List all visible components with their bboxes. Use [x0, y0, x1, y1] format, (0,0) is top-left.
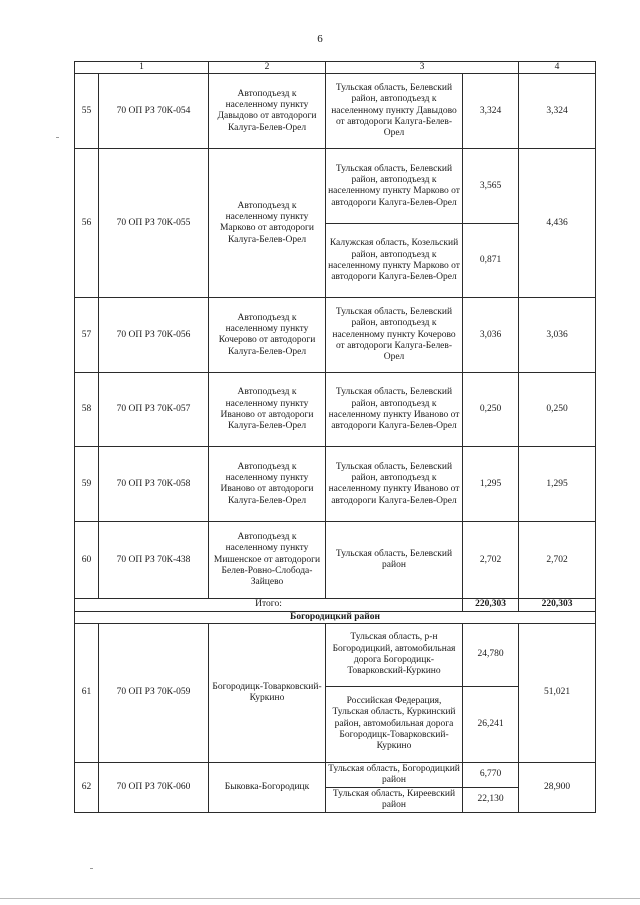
segment-length: 3,324 [463, 74, 519, 149]
road-total-length: 2,702 [519, 522, 596, 599]
page-number: 6 [317, 33, 323, 45]
table-row [75, 762, 596, 787]
subtotal-total: 220,303 [519, 599, 596, 611]
road-location: Тульская область, Белевский район, автоподъезд к населенному пункту Давыдово от автодороги Калуга-Белев-Орел [326, 74, 463, 149]
table-row [75, 623, 596, 686]
road-location: Тульская область, р-н Богородицкий, автомобильная дорога Богородицк-Товарковский-Куркино [326, 623, 463, 686]
road-name: Автоподъезд к населенному пункту Марково от автодороги Калуга-Белев-Орел [209, 149, 326, 298]
road-location: Тульская область, Богородицкий район [326, 762, 463, 787]
subtotal-label: Итого: [75, 599, 463, 611]
road-name: Автоподъезд к населенному пункту Кочерово от автодороги Калуга-Белев-Орел [209, 298, 326, 373]
header-col-1: 1 [75, 62, 209, 74]
scan-line [0, 898, 640, 899]
subtotal-row [75, 599, 596, 611]
road-name: Автоподъезд к населенному пункту Иваново от автодороги Калуга-Белев-Орел [209, 373, 326, 447]
subtotal-length: 220,303 [463, 599, 519, 611]
segment-length: 0,250 [463, 373, 519, 447]
table-row [75, 447, 596, 522]
road-code: 70 ОП РЗ 70К-060 [99, 762, 209, 812]
road-location: Тульская область, Киреевский район [326, 787, 463, 812]
road-total-length: 3,036 [519, 298, 596, 373]
road-total-length: 28,900 [519, 762, 596, 812]
segment-length: 22,130 [463, 787, 519, 812]
row-number: 58 [75, 373, 99, 447]
road-name: Быковка-Богородицк [209, 762, 326, 812]
roads-table [74, 61, 596, 813]
table-row [75, 373, 596, 447]
road-location: Тульская область, Белевский район, автоподъезд к населенному пункту Марково от автодороги Калуга-Белев-Орел [326, 149, 463, 224]
road-name: Автоподъезд к населенному пункту Мишенское от автодороги Белев-Ровно-Слобода-Зайцево [209, 522, 326, 599]
table-row [75, 149, 596, 224]
segment-length: 3,036 [463, 298, 519, 373]
row-number: 59 [75, 447, 99, 522]
section-title: Богородицкий район [75, 611, 596, 623]
road-location: Тульская область, Белевский район, автоподъезд к населенному пункту Иваново от автодороги Калуга-Белев-Орел [326, 373, 463, 447]
table-row [75, 74, 596, 149]
road-total-length: 0,250 [519, 373, 596, 447]
scan-tick [90, 868, 93, 869]
segment-length: 6,770 [463, 762, 519, 787]
table-row [75, 522, 596, 599]
road-code: 70 ОП РЗ 70К-055 [99, 149, 209, 298]
road-code: 70 ОП РЗ 70К-438 [99, 522, 209, 599]
road-code: 70 ОП РЗ 70К-056 [99, 298, 209, 373]
row-number: 62 [75, 762, 99, 812]
road-location: Калужская область, Козельский район, автоподъезд к населенному пункту Марково от автодороги Калуга-Белев-Орел [326, 224, 463, 298]
road-location: Тульская область, Белевский район, автоподъезд к населенному пункту Иваново от автодороги Калуга-Белев-Орел [326, 447, 463, 522]
segment-length: 1,295 [463, 447, 519, 522]
road-location: Тульская область, Белевский район [326, 522, 463, 599]
road-location: Тульская область, Белевский район, автоподъезд к населенному пункту Кочерово от автодороги Калуга-Белев-Орел [326, 298, 463, 373]
row-number: 61 [75, 623, 99, 762]
road-code: 70 ОП РЗ 70К-057 [99, 373, 209, 447]
road-code: 70 ОП РЗ 70К-054 [99, 74, 209, 149]
table-row [75, 298, 596, 373]
segment-length: 24,780 [463, 623, 519, 686]
road-location: Российская Федерация, Тульская область, Куркинский район, автомобильная дорога Богородицк-Товарковский-Куркино [326, 686, 463, 762]
road-code: 70 ОП РЗ 70К-059 [99, 623, 209, 762]
header-col-3: 3 [326, 62, 519, 74]
segment-length: 26,241 [463, 686, 519, 762]
header-col-4: 4 [519, 62, 596, 74]
road-name: Автоподъезд к населенному пункту Давыдово от автодороги Калуга-Белев-Орел [209, 74, 326, 149]
segment-length: 0,871 [463, 224, 519, 298]
scan-tick [56, 137, 59, 138]
road-code: 70 ОП РЗ 70К-058 [99, 447, 209, 522]
road-name: Автоподъезд к населенному пункту Иваново от автодороги Калуга-Белев-Орел [209, 447, 326, 522]
row-number: 56 [75, 149, 99, 298]
road-name: Богородицк-Товарковский-Куркино [209, 623, 326, 762]
header-col-2: 2 [209, 62, 326, 74]
segment-length: 3,565 [463, 149, 519, 224]
road-total-length: 4,436 [519, 149, 596, 298]
row-number: 57 [75, 298, 99, 373]
road-total-length: 3,324 [519, 74, 596, 149]
segment-length: 2,702 [463, 522, 519, 599]
section-row [75, 611, 596, 623]
row-number: 60 [75, 522, 99, 599]
header-row [75, 62, 596, 74]
row-number: 55 [75, 74, 99, 149]
road-total-length: 51,021 [519, 623, 596, 762]
road-total-length: 1,295 [519, 447, 596, 522]
